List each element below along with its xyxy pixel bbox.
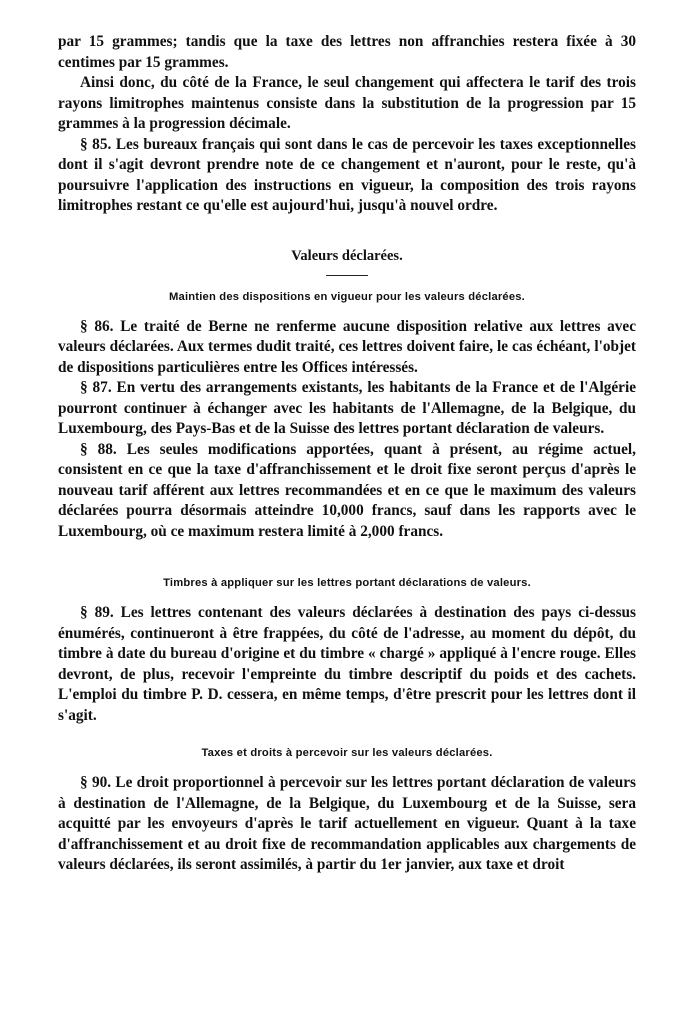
paragraph-90: § 90. Le droit proportionnel à percevoir sur les lettres portant déclaration de valeurs à destination de l'Allemagne, de la Belgique, du Luxembourg et de la Suisse, sera acquitté par les envoyeurs d'après le tarif actuellement en vigueur. Quant à la taxe d'affranchissement et au droit fixe de recommandation applicables aux chargements de valeurs déclarées, ils seront assimilés, à partir du 1er janvier, aux taxe et droit (58, 774, 636, 873)
section-title: Valeurs déclarées. (291, 247, 403, 264)
section-divider (326, 275, 368, 276)
subheading-maintien: Maintien des dispositions en vigueur pour les valeurs déclarées. (169, 290, 525, 303)
paragraph-85: § 85. Les bureaux français qui sont dans le cas de percevoir les taxes exceptionnelles dont il s'agit devront prendre note de ce changement et n'auront, pour le reste, qu'à poursuivre l'application des instructions en vigueur, la composition des trois rayons limitrophes restant ce qu'elle est aujourd'hui, jusqu'à nouvel ordre. (58, 135, 636, 214)
subheading-timbres: Timbres à appliquer sur les lettres portant déclarations de valeurs. (163, 577, 531, 589)
paragraph-86: § 86. Le traité de Berne ne renferme aucune disposition relative aux lettres avec valeurs déclarées. Aux termes dudit traité, ces lettres doivent faire, le cas échéant, l'objet de dispositions particulières entre les Offices intéressés. (58, 317, 636, 376)
paragraph-88: § 88. Les seules modifications apportées, quant à présent, au régime actuel, consistent en ce que la taxe d'affranchissement et le droit fixe seront perçus d'après le nouveau tarif afférent aux lettres recommandées et en ce que le maximum des valeurs déclarées pourra désormais atteindre 10,000 francs, sauf dans les rapports avec le Luxembourg, où ce maximum restera limité à 2,000 francs. (58, 440, 636, 540)
subheading-taxes: Taxes et droits à percevoir sur les valeurs déclarées. (201, 747, 493, 759)
paragraph-ainsi-donc: Ainsi donc, du côté de la France, le seul changement qui affectera le tarif des trois rayons limitrophes maintenus consiste dans la substitution de la progression par 15 grammes à la progression décimale. (58, 74, 636, 132)
paragraph-89: § 89. Les lettres contenant des valeurs déclarées à destination des pays ci-dessus énumérés, continueront à être frappées, du côté de l'adresse, au moment du dépôt, du timbre à date du bureau d'origine et du timbre « chargé » appliqué à l'encre rouge. Elles devront, de plus, recevoir l'empreinte du timbre descriptif du poids et des cachets. L'emploi du timbre P. D. cessera, en même temps, d'être prescrit pour les lettres dont il s'agit. (58, 604, 636, 724)
paragraph-continuation: par 15 grammes; tandis que la taxe des lettres non affranchies restera fixée à 30 centimes par 15 grammes. (58, 33, 636, 71)
paragraph-87: § 87. En vertu des arrangements existants, les habitants de la France et de l'Algérie pourront continuer à échanger avec les habitants de l'Allemagne, de la Belgique, du Luxembourg, des Pays-Bas et de la Suisse des lettres portant déclaration de valeurs. (58, 379, 636, 437)
document-page (58, 32, 636, 876)
